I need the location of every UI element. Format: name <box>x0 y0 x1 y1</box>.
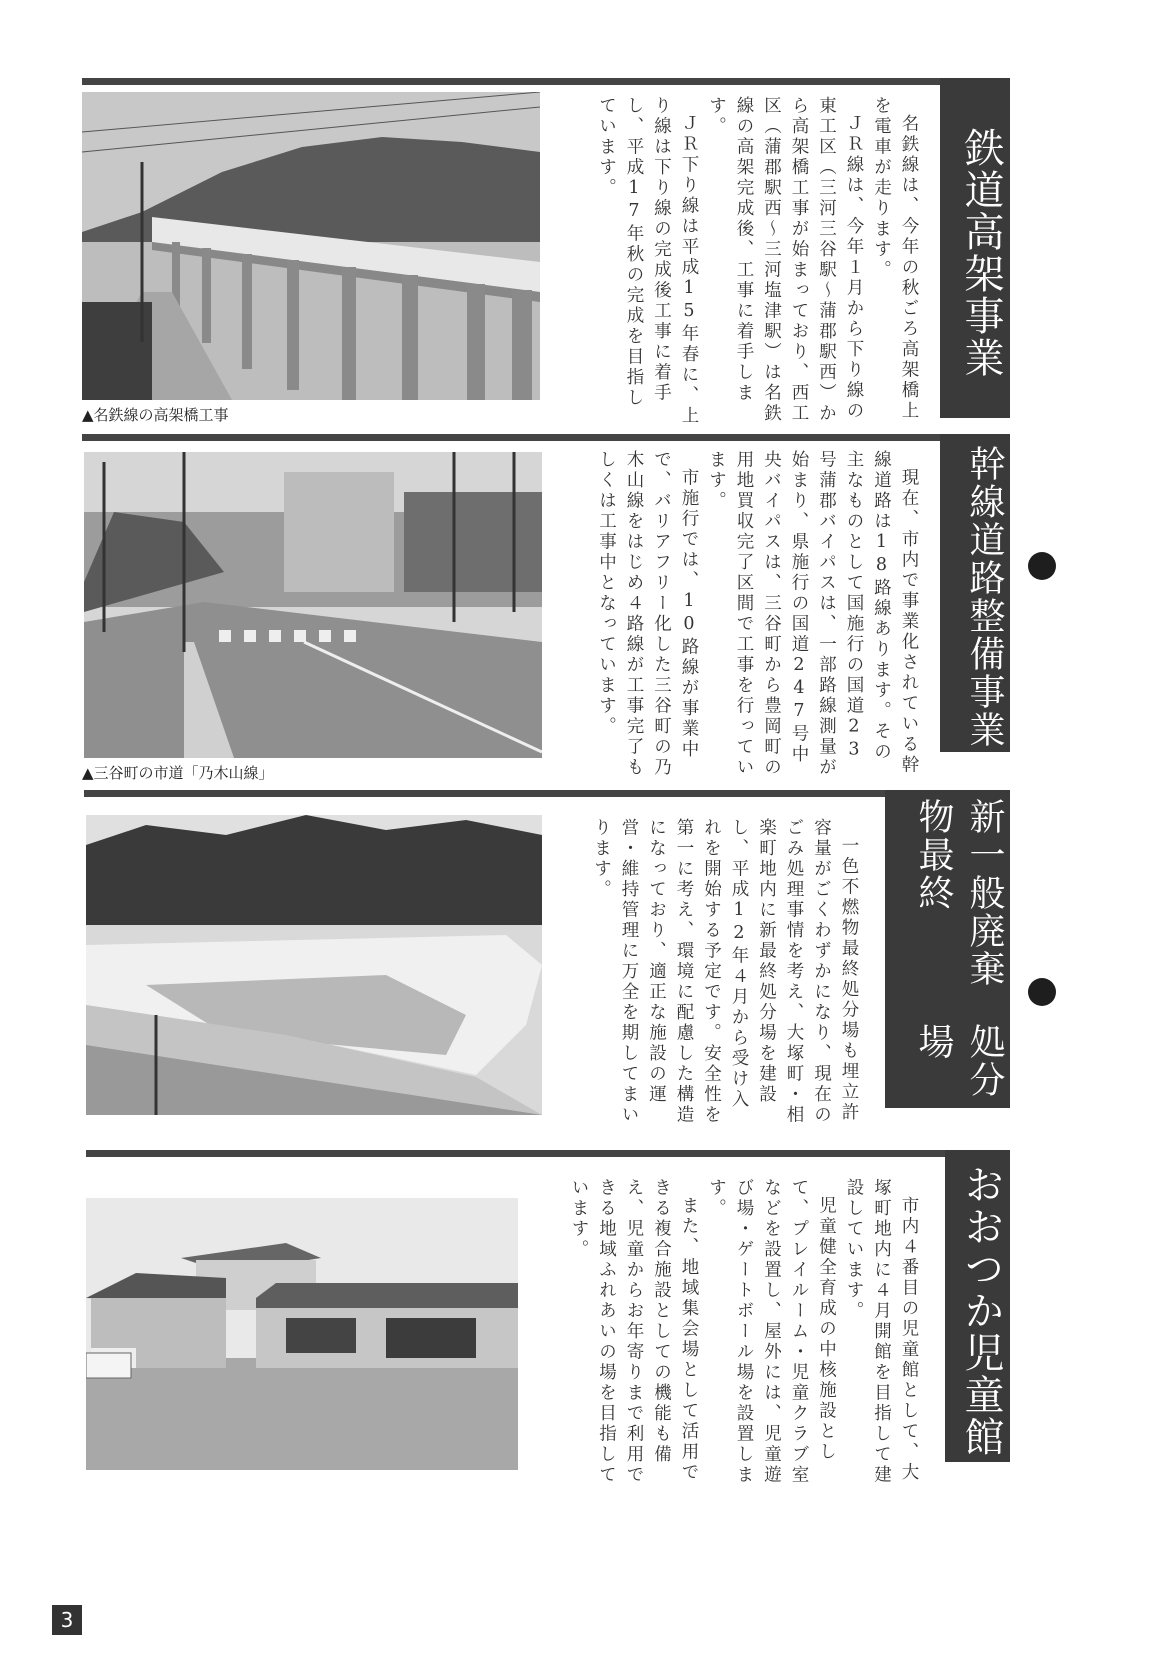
section-title <box>885 790 1010 1108</box>
section-title: 幹線道路整備事業 <box>940 434 1010 752</box>
photo-road-intersection <box>84 452 542 758</box>
section-title: 鉄道高架事業 <box>940 78 1010 418</box>
paragraph: 児童健全育成の中核施設として、プレイルーム・児童クラブ室などを設置し、屋外には、児童遊び場・ゲートボール場を設置します。 <box>706 1178 837 1486</box>
section-body <box>562 818 862 1130</box>
section-rule <box>86 1150 1010 1157</box>
section-body <box>562 96 922 426</box>
section-rule <box>84 790 1010 797</box>
section-body <box>562 450 922 780</box>
section-rule <box>82 434 1010 441</box>
paragraph: また、地域集会場として活用できる複合施設としての機能も備え、児童からお年寄りまで利用できる地域ふれあいの場を目指しています。 <box>569 1178 699 1486</box>
section-title: おおつか児童館 <box>945 1150 1010 1462</box>
paragraph: 名鉄線は、今年の秋ごろ高架橋上を電車が走ります。 <box>871 96 919 421</box>
page-number: 3 <box>52 1605 82 1635</box>
title-line: 処分場 <box>913 1023 1005 1100</box>
paragraph: ＪＲ下り線は平成15年春に、上り線は下り線の完成後工事に着手し、平成17年秋の完成を目指しています。 <box>596 96 699 426</box>
paragraph: 一色不燃物最終処分場も埋立許容量がごくわずかになり、現在のごみ処理事情を考え、大塚町・相楽町地内に新最終処分場を建設し、平成12年４月から受け入れを開始する予定です。安全性を第一に考え、環境に配慮した構造になっており、適正な施設の運営・維持管理に万全を期してまいります。 <box>591 818 859 1126</box>
photo-elevated-railway <box>82 92 540 400</box>
section-body <box>532 1178 922 1488</box>
photo-caption: ▲名鉄線の高架橋工事 <box>82 406 229 424</box>
photo-caption: ▲三谷町の市道「乃木山線」 <box>82 764 274 782</box>
paragraph: ＪＲ線は、今年１月から下り線の東工区（三河三谷駅～蒲郡駅西）から高架橋工事が始まっており、西工区（蒲郡駅西～三河塩津駅）は名鉄線の高架完成後、工事に着手します。 <box>706 96 864 424</box>
title-line: 新一般廃棄物最終 <box>913 798 1005 988</box>
bullet-dot <box>1028 978 1056 1006</box>
section-rule <box>82 78 1010 85</box>
paragraph: 市施行では、10路線が事業中で、バリアフリー化した三谷町の乃木山線をはじめ４路線が工事完了もしくは工事中となっています。 <box>596 450 699 778</box>
paragraph: 市内４番目の児童館として、大塚町地内に４月開館を目指して建設しています。 <box>844 1178 919 1486</box>
photo-landfill-site <box>86 815 542 1115</box>
photo-childrens-hall <box>86 1198 518 1470</box>
bullet-dot <box>1028 552 1056 580</box>
paragraph: 現在、市内で事業化されている幹線道路は18路線あります。その主なものとして国施行の国道23号蒲郡バイパスは、一部路線測量が始まり、県施行の国道247号中央バイパスは、三谷町から豊岡町の用地買収完了区間で工事を行っています。 <box>706 450 919 778</box>
